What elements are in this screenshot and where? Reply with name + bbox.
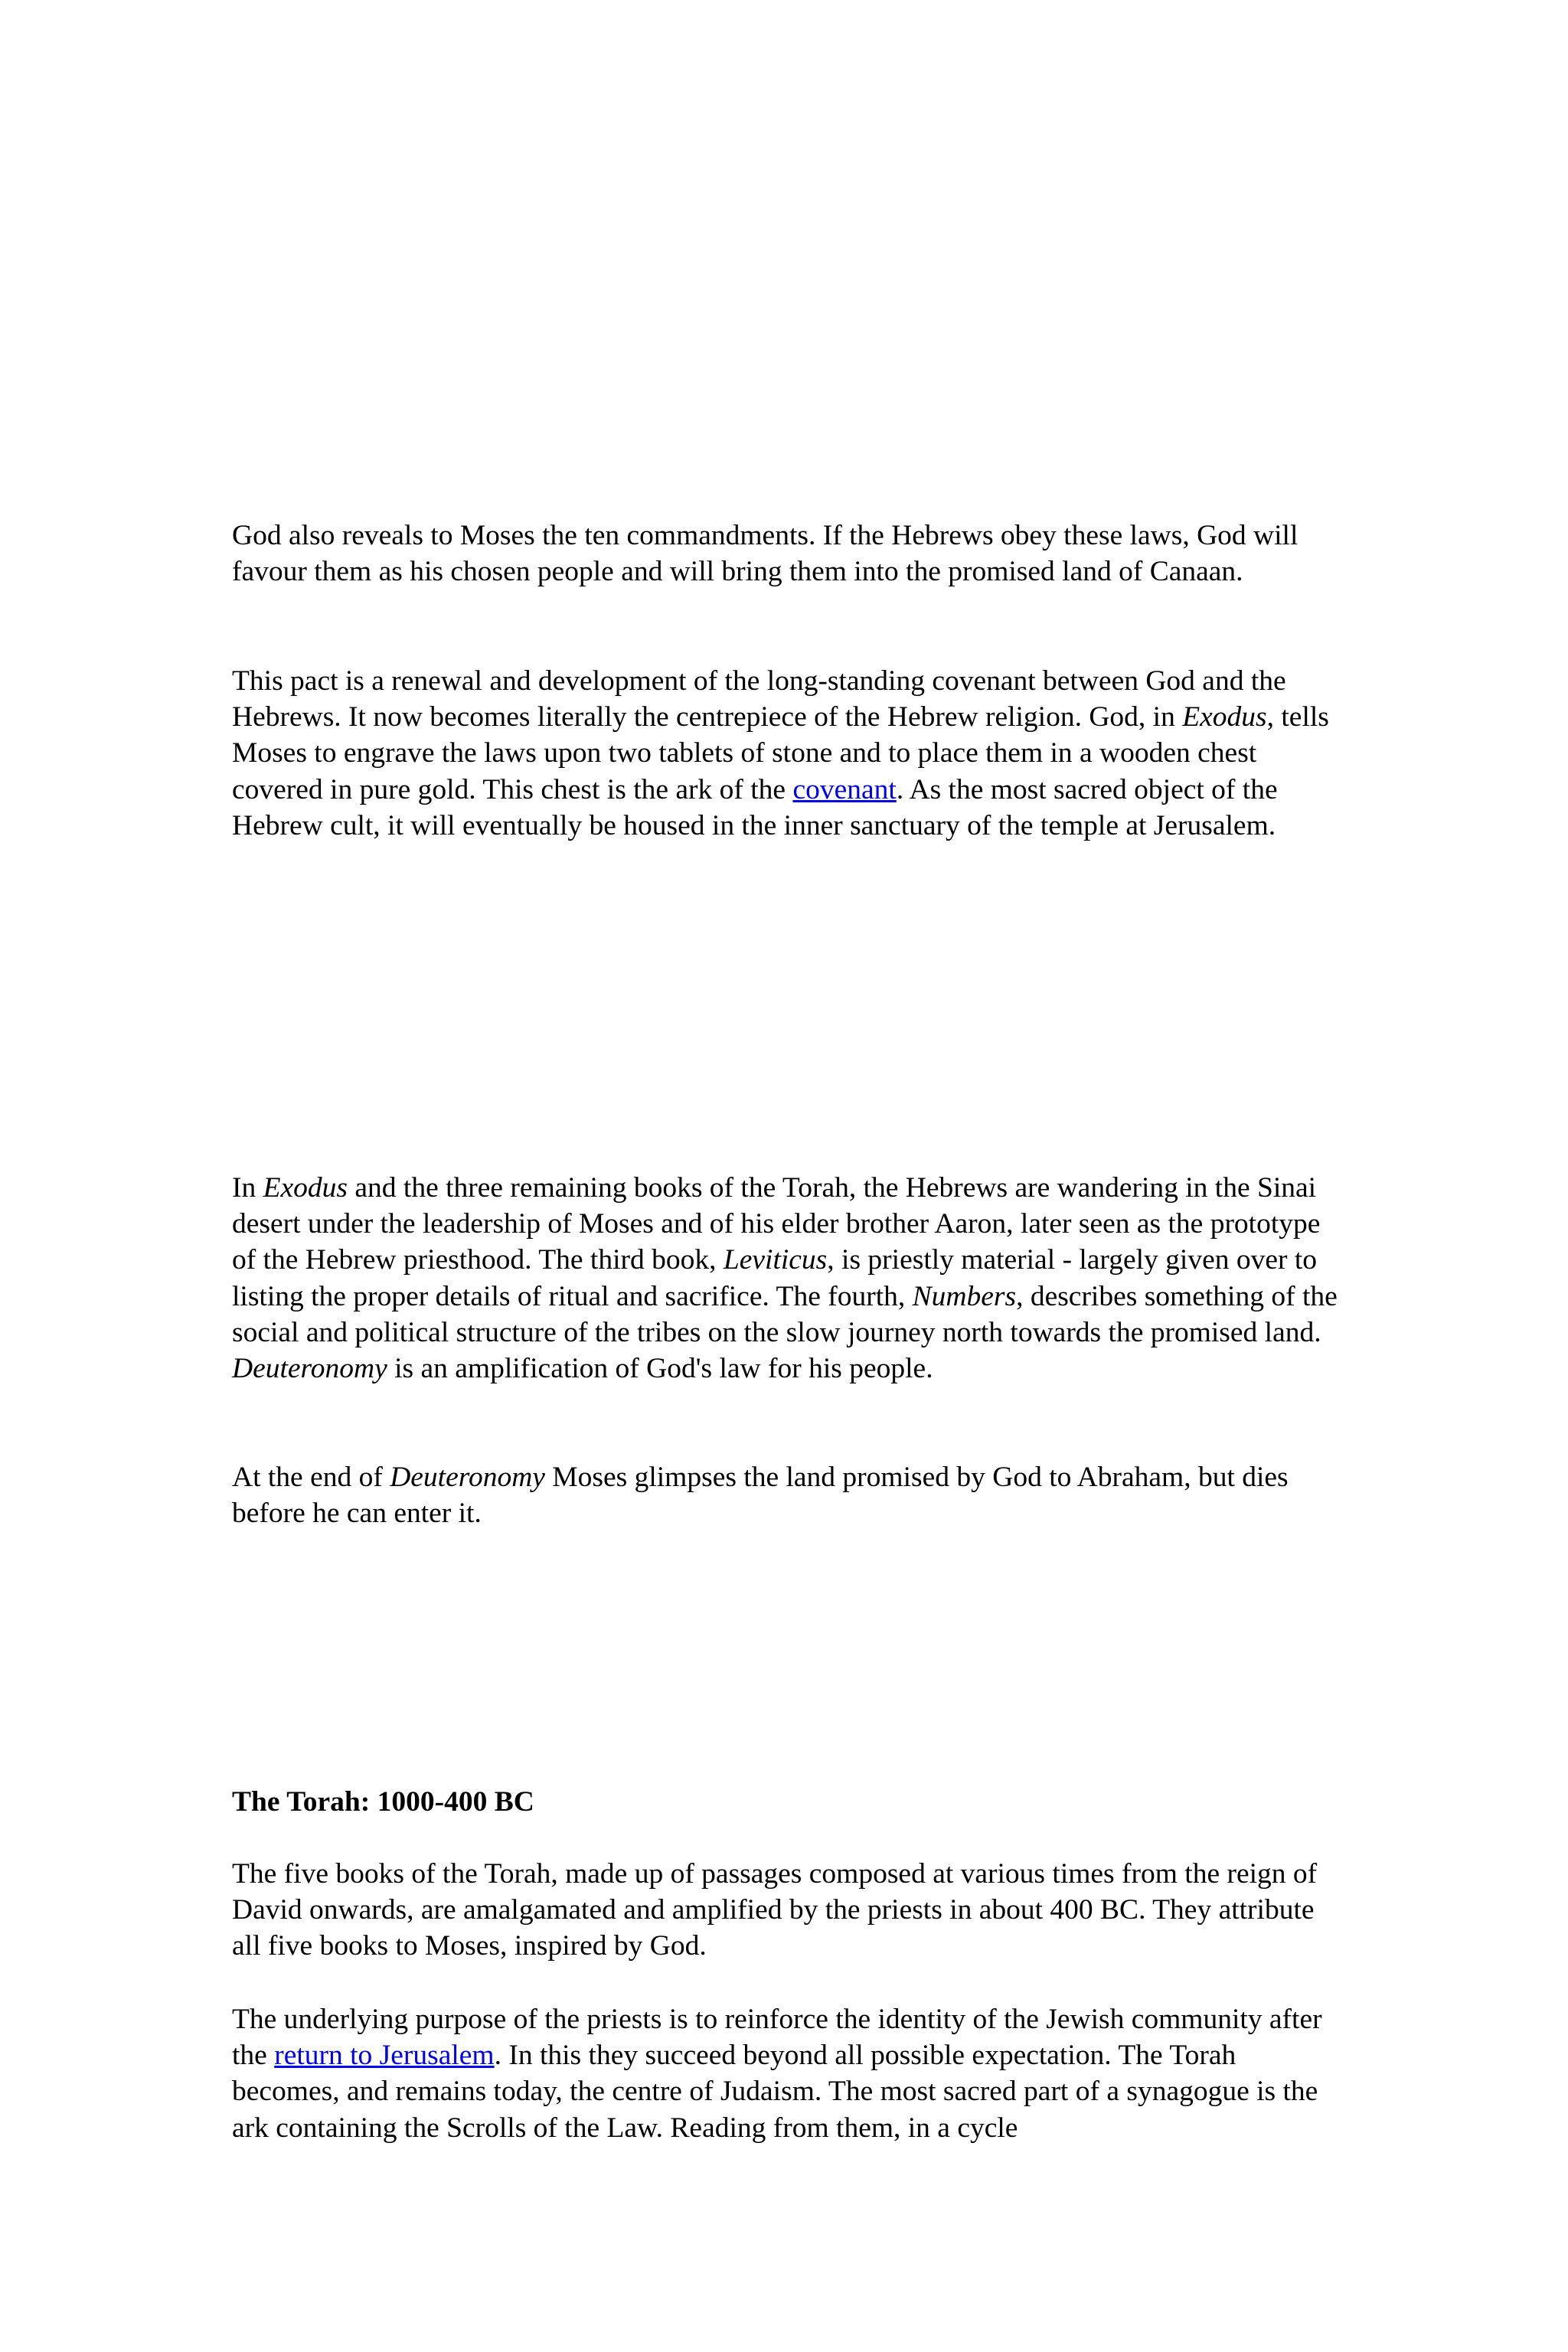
paragraph-priests-purpose — [232, 2001, 1350, 2146]
paragraph-five-books — [232, 1856, 1350, 1965]
paragraph-text: At the end of — [232, 1462, 390, 1493]
paragraph-ten-commandments — [232, 518, 1350, 590]
book-title-exodus: Exodus — [1182, 701, 1267, 733]
paragraph-text: and the three remaining books of the Torah, the Hebrews are wandering in the Sinai desert under the leadership of Moses and of his elder brother Aaron, later seen as the prototype of the Hebrew priesthood. The third book, — [232, 1172, 1321, 1276]
paragraph-text: . As the most sacred object of the Hebrew cult, it will eventually be housed in the inner sanctuary of the temple at Jerusalem. — [232, 773, 1278, 841]
paragraph-text: This pact is a renewal and development of the long-standing covenant between God and the Hebrews. It now becomes literally the centrepiece of the Hebrew religion. God, in — [232, 665, 1286, 733]
return-to-jerusalem-link[interactable]: return to Jerusalem — [274, 2040, 495, 2072]
paragraph-text: The five books of the Torah, made up of passages composed at various times from the reign of David onwards, are amalgamated and amplified by the priests in about 400 BC. They attribute all five books to Moses, inspired by God. — [232, 1858, 1318, 1962]
paragraph-text: . In this they succeed beyond all possible expectation. The Torah becomes, and remains today, the centre of Judaism. The most sacred part of a synagogue is the ark containing the Scrolls of the Law. Reading from them, in a cycle — [232, 2040, 1318, 2144]
section-heading-torah: The Torah: 1000-400 BC — [232, 1786, 534, 1818]
book-title-numbers: Numbers — [912, 1280, 1017, 1312]
paragraph-text: The underlying purpose of the priests is to reinforce the identity of the Jewish community after the — [232, 2004, 1322, 2072]
paragraph-covenant — [232, 663, 1350, 844]
paragraph-text: , tells Moses to engrave the laws upon two tablets of stone and to place them in a wooden chest covered in pure gold. This chest is the ark of the — [232, 701, 1329, 805]
covenant-link[interactable]: covenant — [792, 773, 897, 805]
paragraph-torah-books — [232, 1170, 1350, 1387]
paragraph-text: Moses glimpses the land promised by God to Abraham, but dies before he can enter it. — [232, 1462, 1289, 1530]
paragraph-text: is an amplification of God's law for his people. — [387, 1353, 933, 1385]
book-title-deuteronomy: Deuteronomy — [390, 1462, 545, 1493]
paragraph-moses-death — [232, 1459, 1350, 1531]
paragraph-text: God also reveals to Moses the ten commandments. If the Hebrews obey these laws, God will favour them as his chosen people and will bring them into the promised land of Canaan. — [232, 520, 1298, 588]
book-title-exodus: Exodus — [263, 1172, 348, 1204]
book-title-deuteronomy: Deuteronomy — [232, 1353, 387, 1385]
paragraph-text: In — [232, 1172, 263, 1204]
paragraph-text: , describes something of the social and political structure of the tribes on the slow journey north towards the promised land. — [232, 1280, 1338, 1348]
paragraph-text: , is priestly material - largely given over to listing the proper details of ritual and sacrifice. The fourth, — [232, 1244, 1318, 1312]
book-title-leviticus: Leviticus — [723, 1244, 828, 1276]
